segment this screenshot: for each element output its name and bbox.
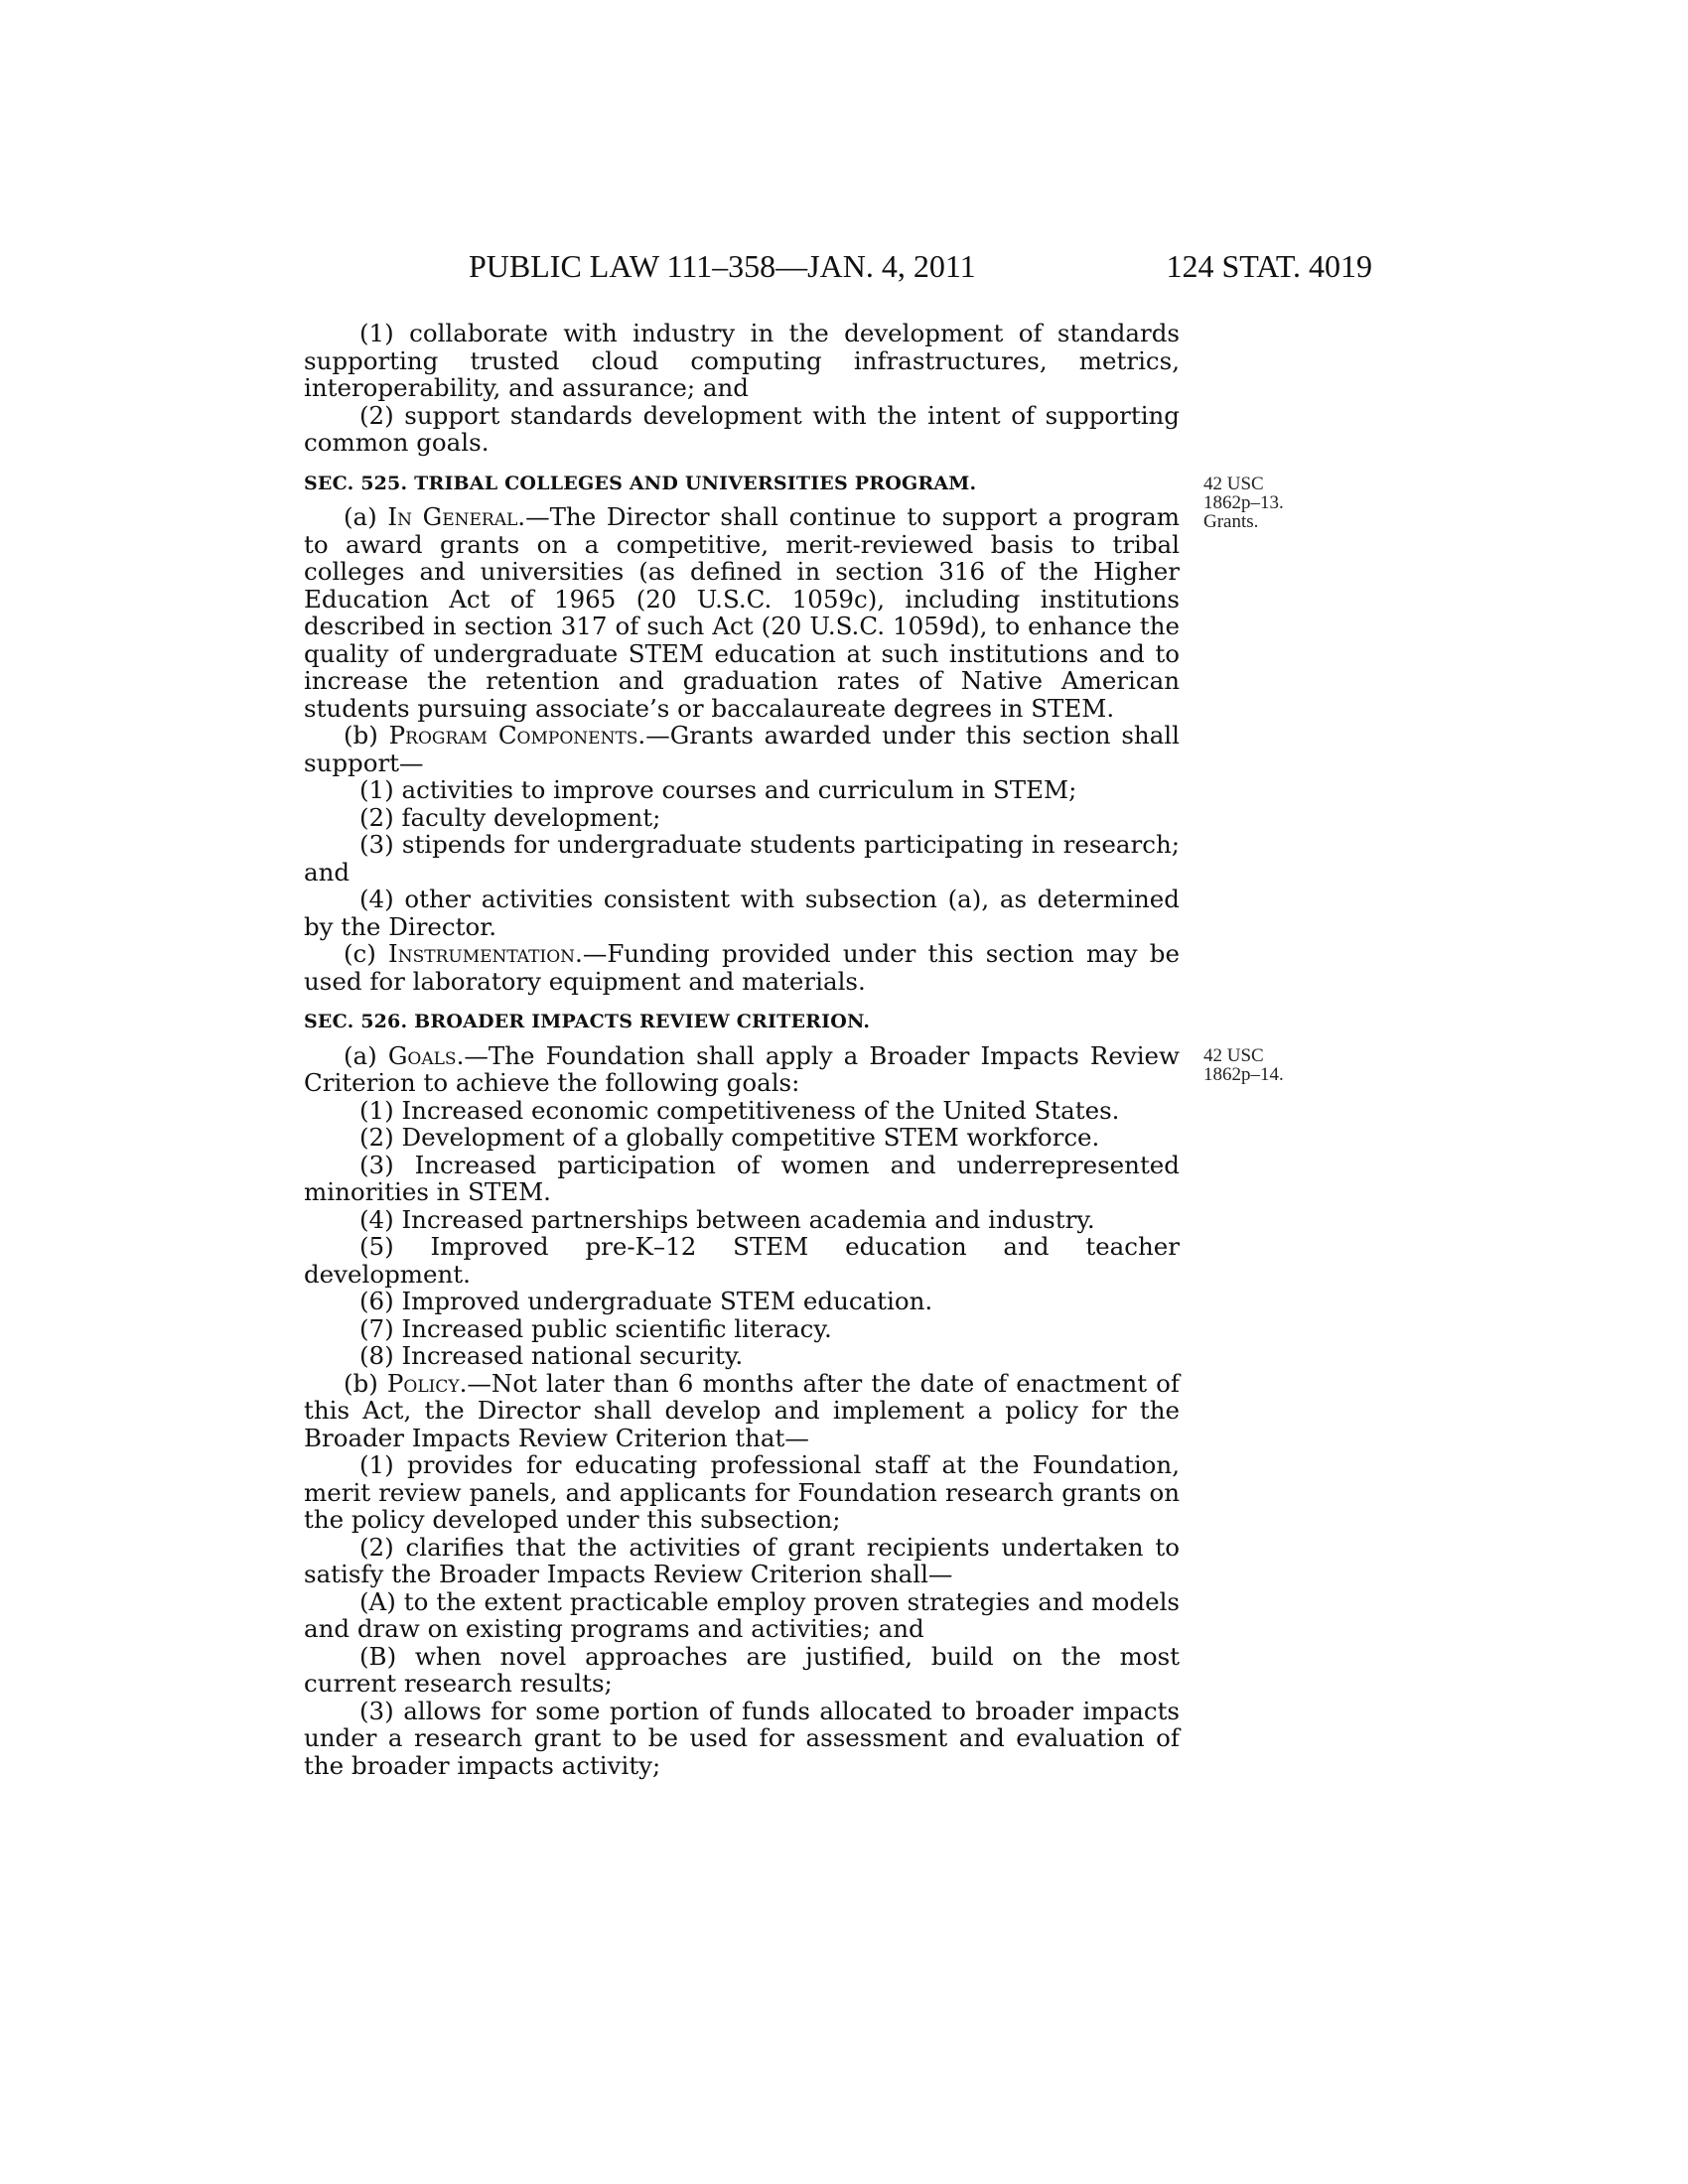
section-526-b-2-item-B: (B) when novel approaches are justified, build on the most current research results; bbox=[304, 1641, 1180, 1698]
section-526-a-item-1: (1) Increased economic competitiveness of the United States. bbox=[359, 1095, 1120, 1125]
section-526-a-item-7: (7) Increased public scientific literacy. bbox=[359, 1313, 832, 1343]
section-525-subsection-a bbox=[304, 503, 1180, 722]
section-525-b-item-2: (2) faculty development; bbox=[359, 802, 661, 832]
document-body bbox=[304, 320, 1180, 1779]
margin-note-sec-525 bbox=[1203, 475, 1284, 531]
section-525-subsection-b bbox=[304, 722, 1180, 776]
subsection-label: (b) bbox=[344, 1368, 387, 1398]
margin-note-line: 1862p–13. bbox=[1203, 492, 1284, 513]
section-526-b-2-item-A: (A) to the extent practicable employ proven strategies and models and draw on existing programs and activities; and bbox=[304, 1586, 1180, 1643]
subsection-caption: Program Components. bbox=[388, 721, 646, 750]
subsection-text: —Grants awarded under this section shall support— bbox=[304, 721, 1180, 777]
section-526-a-item-4: (4) Increased partnerships between academia and industry. bbox=[359, 1204, 1095, 1234]
section-525-b-item-3: (3) stipends for undergraduate students participating in research; and bbox=[304, 830, 1180, 887]
section-526-a-item-6: (6) Improved undergraduate STEM education. bbox=[359, 1287, 933, 1315]
section-526-subsection-b bbox=[304, 1370, 1180, 1452]
section-526-a-item-5: (5) Improved pre-K–12 STEM education and teacher development. bbox=[304, 1232, 1180, 1289]
section-526-a-item-2: (2) Development of a globally competitive STEM workforce. bbox=[359, 1123, 1100, 1152]
subsection-text: —The Foundation shall apply a Broader Impacts Review Criterion to achieve the following goals: bbox=[304, 1040, 1181, 1097]
subsection-label: (a) bbox=[344, 502, 388, 531]
paragraph-1: (1) collaborate with industry in the development of standards supporting trusted cloud computing infrastructures, metrics, interoperability, and assurance; and bbox=[304, 319, 1180, 402]
public-law-title: PUBLIC LAW 111–358—JAN. 4, 2011 bbox=[469, 248, 976, 284]
section-525-subsection-c bbox=[304, 940, 1180, 995]
margin-note-sec-526 bbox=[1203, 1046, 1284, 1084]
subsection-label: (c) bbox=[344, 939, 389, 968]
subsection-caption: Policy. bbox=[386, 1368, 468, 1398]
section-526-b-item-1: (1) provides for educating professional staff at the Foundation, merit review panels, and applicants for Foundation research grants on the policy developed under this subsection; bbox=[304, 1450, 1180, 1534]
subsection-text: —The Director shall continue to support a program to award grants on a competitive, merit-reviewed basis to tribal colleges and universities (as defined in section 316 of the Higher Education Act of 1965 (20 U.S.C. 1059c), including institutions described in section 317 of such Act (20 U.S.C. 1059d), to enhance the quality of undergraduate STEM education at such institutions and to increase the retention and graduation rates of Native American students pursuing associate’s or baccalaureate degrees in STEM. bbox=[304, 502, 1180, 723]
subsection-caption: Goals. bbox=[387, 1040, 465, 1070]
section-526-subsection-a bbox=[304, 1042, 1180, 1097]
subsection-caption: Instrumentation. bbox=[388, 939, 583, 968]
paragraph-2: (2) support standards development with the intent of supporting common goals. bbox=[304, 400, 1180, 457]
section-526-a-item-8: (8) Increased national security. bbox=[359, 1341, 744, 1370]
margin-note-line: 42 USC bbox=[1203, 474, 1264, 494]
subsection-label: (a) bbox=[344, 1040, 388, 1070]
section-525-heading: SEC. 525. TRIBAL COLLEGES AND UNIVERSITIES PROGRAM. bbox=[304, 472, 977, 494]
margin-note-line: 42 USC bbox=[1203, 1045, 1264, 1066]
section-526-b-item-2: (2) clarifies that the activities of grant recipients undertaken to satisfy the Broader Impacts Review Criterion shall— bbox=[304, 1532, 1180, 1588]
section-526-a-item-3: (3) Increased participation of women and underrepresented minorities in STEM. bbox=[304, 1150, 1180, 1206]
running-header bbox=[0, 248, 1688, 288]
section-526-b-item-3: (3) allows for some portion of funds allocated to broader impacts under a research grant to be used for assessment and evaluation of the broader impacts activity; bbox=[304, 1696, 1180, 1780]
subsection-label: (b) bbox=[344, 721, 389, 750]
section-525-b-item-4: (4) other activities consistent with subsection (a), as determined by the Director. bbox=[304, 885, 1180, 941]
subsection-text: —Not later than 6 months after the date of enactment of this Act, the Director shall develop and implement a policy for the Broader Impacts Review Criterion that— bbox=[304, 1368, 1180, 1452]
subsection-caption: In General. bbox=[387, 502, 526, 531]
margin-note-line: 1862p–14. bbox=[1203, 1064, 1284, 1085]
margin-note-line: Grants. bbox=[1203, 511, 1259, 532]
statute-page-number: 124 STAT. 4019 bbox=[1166, 248, 1372, 284]
subsection-text: —Funding provided under this section may be used for laboratory equipment and materials. bbox=[304, 939, 1180, 996]
section-526-heading: SEC. 526. BROADER IMPACTS REVIEW CRITERION. bbox=[304, 1011, 871, 1032]
section-525-b-item-1: (1) activities to improve courses and curriculum in STEM; bbox=[359, 775, 1077, 804]
